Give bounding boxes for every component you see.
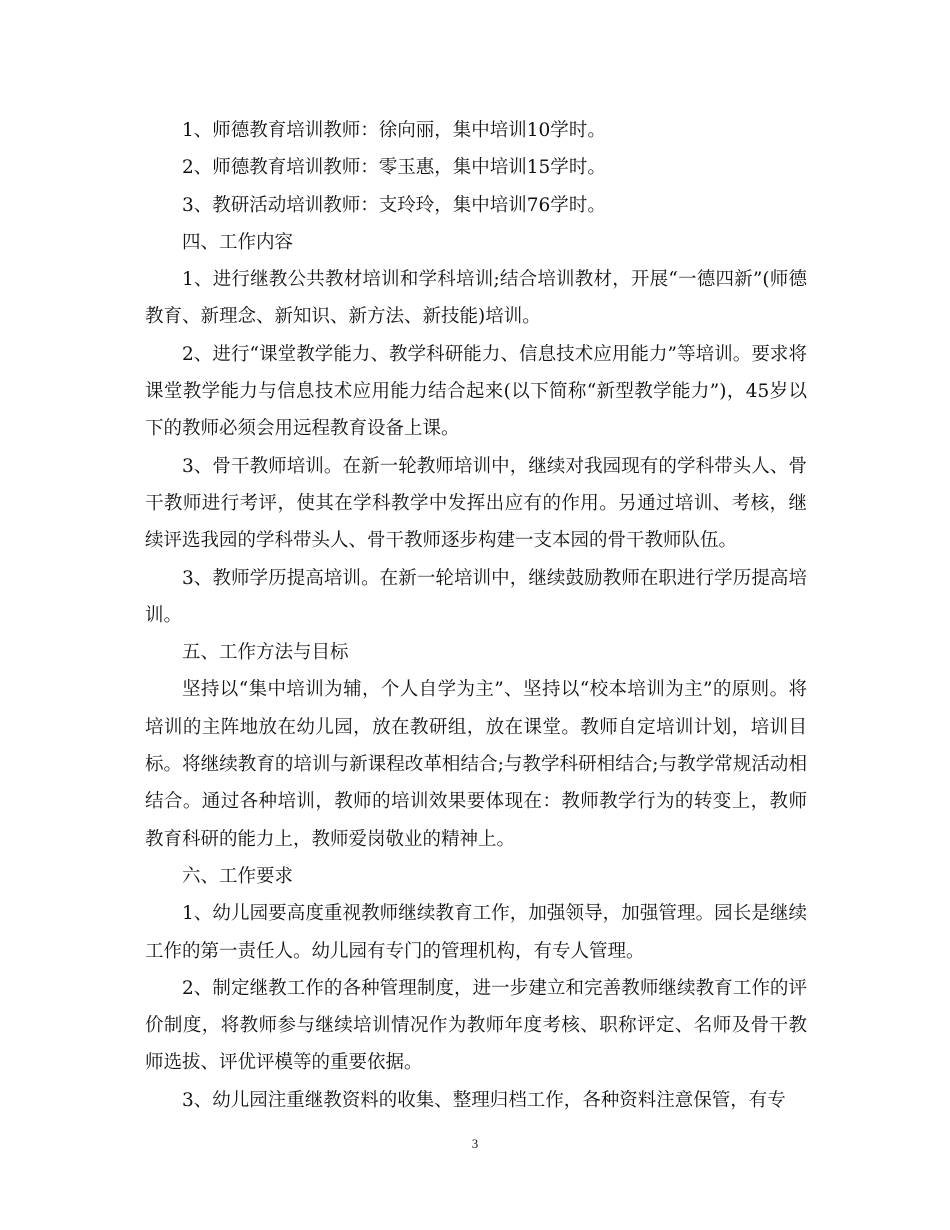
list-item-training-2: 2、师德教育培训教师：零玉惠，集中培训15学时。 [182, 157, 606, 179]
page-number: 3 [471, 1136, 479, 1151]
paragraph-requirement-3: 3、幼儿园注重继教资料的收集、整理归档工作，各种资料注意保管，有专 [182, 1089, 786, 1111]
paragraph-content-1: 1、进行继教公共教材培训和学科培训;结合培训教材，开展“一德四新”(师德教育、新理念、新知识、新方法、新技能)培训。 [145, 269, 807, 328]
section-heading-work-content: 四、工作内容 [182, 231, 294, 253]
list-item-training-1: 1、师德教育培训教师：徐向丽，集中培训10学时。 [182, 120, 606, 141]
list-item-training-3: 3、教研活动培训教师：支玲玲，集中培训76学时。 [182, 194, 606, 216]
section-heading-methods-goals: 五、工作方法与目标 [182, 642, 349, 664]
paragraph-content-3: 3、骨干教师培训。在新一轮教师培训中，继续对我园现有的学科带头人、骨干教师进行考评，使其在学科教学中发挥出应有的作用。另通过培训、考核，继续评选我园的学科带头人、骨干教师逐步构建一支本园的骨干教师队伍。 [145, 455, 807, 552]
document-body [145, 112, 807, 1119]
paragraph-content-2: 2、进行“课堂教学能力、教学科研能力、信息技术应用能力”等培训。要求将课堂教学能力与信息技术应用能力结合起来(以下简称“新型教学能力”)，45岁以下的教师必须会用远程教育设备上课。 [145, 343, 807, 440]
paragraph-requirement-1: 1、幼儿园要高度重视教师继续教育工作，加强领导，加强管理。园长是继续工作的第一责任人。幼儿园有专门的管理机构，有专人管理。 [145, 903, 807, 962]
paragraph-requirement-2: 2、制定继教工作的各种管理制度，进一步建立和完善教师继续教育工作的评价制度，将教师参与继续培训情况作为教师年度考核、职称评定、名师及骨干教师选拔、评优评模等的重要依据。 [145, 977, 807, 1074]
paragraph-methods: 坚持以“集中培训为辅，个人自学为主”、坚持以“校本培训为主”的原则。将培训的主阵地放在幼儿园，放在教研组，放在课堂。教师自定培训计划，培训目标。将继续教育的培训与新课程改革相结合;与教学科研相结合;与教学常规活动相结合。通过各种培训，教师的培训效果要体现在：教师教学行为的转变上，教师教育科研的能力上，教师爱岗敬业的精神上。 [145, 679, 807, 850]
section-heading-requirements: 六、工作要求 [182, 865, 294, 887]
paragraph-content-4: 3、教师学历提高培训。在新一轮培训中，继续鼓励教师在职进行学历提高培训。 [145, 567, 807, 626]
